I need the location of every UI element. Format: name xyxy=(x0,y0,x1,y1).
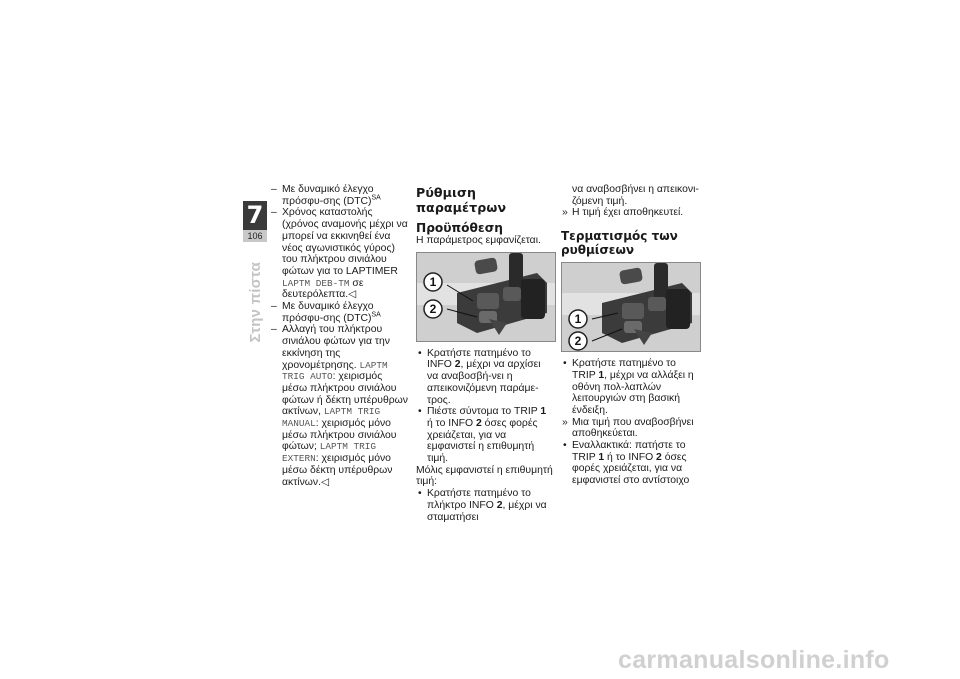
callout-2: 2 xyxy=(574,334,582,349)
list-item: – Με δυναμικό έλεγχο πρόσφυ-σης (DTC)$^{SA}$ xyxy=(271,184,409,207)
list-item: • Πιέστε σύντομα το TRIP 1 ή το INFO 2 όσες φορές χρειάζεται, για να εμφανιστεί η επιθυμητή τιμή. xyxy=(416,406,554,465)
chapter-number: 7 xyxy=(243,201,267,230)
callout-1: 1 xyxy=(574,312,582,327)
callout-2: 2 xyxy=(429,301,437,316)
handlebar-switch-illustration xyxy=(562,263,700,351)
list-item: • Κρατήστε πατημένο το INFO 2, μέχρι να αρχίσει να αναβοσβή-νει η απεικονιζόμενη παράμε-τρος. xyxy=(416,348,554,407)
list-item: • Κρατήστε πατημένο το TRIP 1, μέχρι να αλλάξει η οθόνη πολ-λαπλών λειτουργιών στη βασική ένδειξη. xyxy=(561,358,699,417)
paragraph: Μόλις εμφανιστεί η επιθυμητή τιμή: xyxy=(416,464,553,488)
subheading: Προϋπόθεση xyxy=(416,221,503,235)
handlebar-switch-photo xyxy=(416,252,556,342)
list-item: – Χρόνος καταστολής (χρόνος αναμονής μέχρι να μπορεί να εκκινηθεί ένα νέος αγωνιστικός γύρος) του πλήκτρου σινιάλου φώτων για το LAPTIMER LAPTM DEB-TM σε δευτερόλεπτα.◁ xyxy=(271,207,409,301)
list-item: • Εναλλακτικά: πατήστε το TRIP 1 ή το INFO 2 όσες φορές χρειάζεται, για να εμφανιστεί στο αντίστοιχο xyxy=(561,440,699,487)
chapter-side-label: Στην πίστα xyxy=(247,262,264,343)
column-3 xyxy=(561,184,699,487)
callout-1: 1 xyxy=(429,274,437,289)
list-item: – Με δυναμικό έλεγχο πρόσφυ-σης (DTC)$^{SA}$ xyxy=(271,301,409,324)
list-item: • Κρατήστε πατημένο το πλήκτρο INFO 2, μέχρι να σταματήσει xyxy=(416,488,554,523)
column-2 xyxy=(416,185,554,523)
handlebar-switch-illustration xyxy=(417,253,555,341)
condition-text: Η παράμετρος εμφανίζεται. xyxy=(416,235,541,246)
result-line: » Μια τιμή που αναβοσβήνει αποθηκεύεται. xyxy=(561,417,699,440)
section-heading: Ρύθμιση παραμέτρων xyxy=(416,185,507,215)
page-number: 106 xyxy=(243,230,267,242)
continued-text: να αναβοσβήνει η απεικονι-ζόμενη τιμή. xyxy=(572,184,699,207)
list-item: – Αλλαγή του πλήκτρου σινιάλου φώτων για την εκκίνηση της χρονομέτρησης. LAPTM TRIG AUTO: χειρισμός μέσω πλήκτρου σινιάλου φώτων ή δέκτη υπέρυθρων ακτίνων, LAPTM TRIG MANUAL: χειρισμός μόνο μέσω πλήκτρου σινιάλου φώτων; LAPTM TRIG EXTERN: χειρισμός μόνο μέσω δέκτη υπέρυθρων ακτίνων.◁ xyxy=(271,324,409,488)
handlebar-switch-photo xyxy=(561,262,701,352)
watermark: carmanualsonline.info xyxy=(618,646,890,674)
section-heading: Τερματισμός των ρυθμίσεων xyxy=(561,229,678,258)
column-1 xyxy=(271,184,409,488)
result-line: » Η τιμή έχει αποθηκευτεί. xyxy=(561,207,699,219)
